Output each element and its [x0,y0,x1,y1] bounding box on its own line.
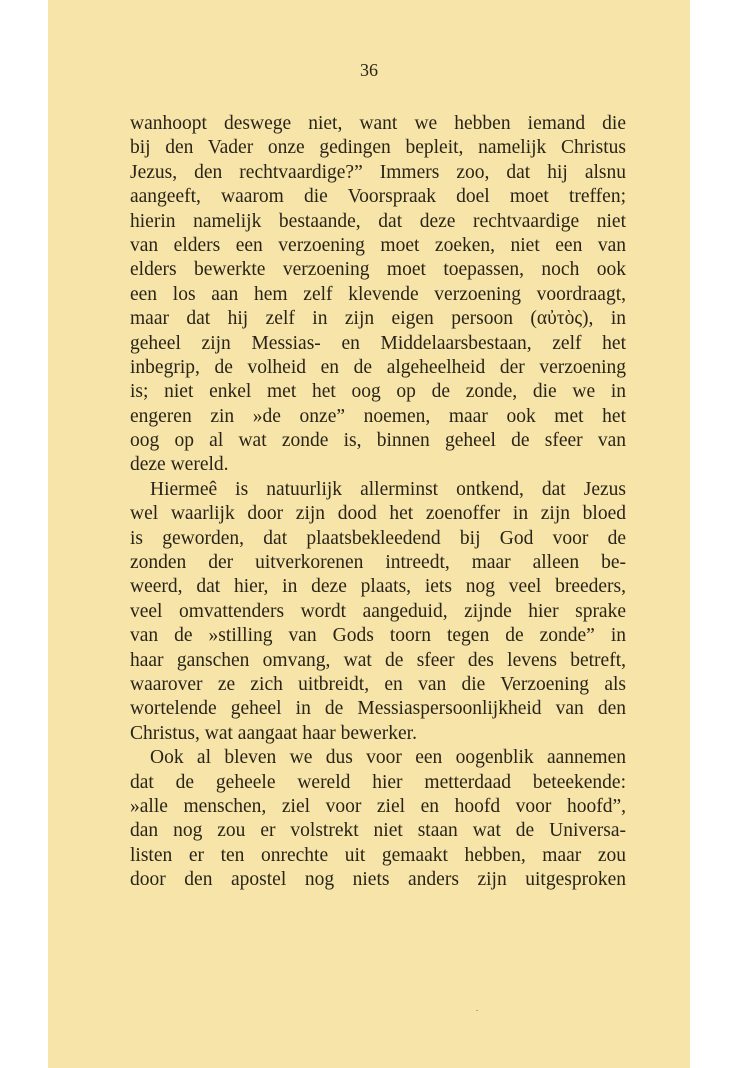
text-line: listen er ten onrechte uit gemaakt hebben, maar zou [130,844,626,866]
text-line: dan nog zou er volstrekt niet staan wat de Universa- [130,820,626,842]
text-line: oog op al wat zonde is, binnen geheel de sfeer van [130,430,626,452]
text-line: bij den Vader onze gedingen bepleit, namelijk Christus [130,137,626,159]
text-line: door den apostel nog niets anders zijn uitgesproken [130,869,626,891]
text-line: Jezus, den rechtvaardige?” Immers zoo, dat hij alsnu [130,161,626,183]
text-line: aangeeft, waarom die Voorspraak doel moet treffen; [130,186,626,208]
text-line: zonden der uitverkorenen intreedt, maar alleen be- [130,552,626,574]
text-line: engeren zin »de onze” noemen, maar ook met het [130,405,626,427]
text-line: waarover ze zich uitbreidt, en van die Verzoening als [130,673,626,695]
text-line: deze wereld. [130,454,229,476]
paper-speck [476,1010,478,1011]
text-line: een los aan hem zelf klevende verzoening voordraagt, [130,283,626,305]
text-line: weerd, dat hier, in deze plaats, iets nog veel breeders, [130,576,626,598]
text-line: inbegrip, de volheid en de algeheelheid der verzoening [130,356,626,378]
text-line: »alle menschen, ziel voor ziel en hoofd voor hoofd”, [130,795,626,817]
text-line: is; niet enkel met het oog op de zonde, die we in [130,381,626,403]
text-line: wanhoopt deswege niet, want we hebben iemand die [130,113,626,134]
text-line: dat de geheele wereld hier metterdaad beteekende: [130,771,626,793]
text-line: Ook al bleven we dus voor een oogenblik aannemen [150,747,626,769]
text-line: van de »stilling van Gods toorn tegen de zonde” in [130,625,626,647]
book-page [48,0,690,1068]
text-line: Christus, wat aangaat haar bewerker. [130,722,417,744]
text-line: wortelende geheel in de Messiaspersoonlijkheid van den [130,698,626,720]
text-line: Hiermeê is natuurlijk allerminst ontkend, dat Jezus [150,478,626,500]
text-line: maar dat hij zelf in zijn eigen persoon (αὐτὸς), in [130,308,626,330]
text-line: veel omvattenders wordt aangeduid, zijnde hier sprake [130,600,626,622]
text-line: is geworden, dat plaatsbekleedend bij God voor de [130,527,626,549]
text-line: haar ganschen omvang, wat de sfeer des levens betreft, [130,649,626,671]
text-line: hierin namelijk bestaande, dat deze rechtvaardige niet [130,210,626,232]
page-number: 36 [360,60,378,80]
text-line: elders bewerkte verzoening moet toepassen, noch ook [130,259,626,281]
text-line: wel waarlijk door zijn dood het zoenoffer in zijn bloed [130,503,626,525]
text-line: geheel zijn Messias- en Middelaarsbestaan, zelf het [130,332,626,354]
body-text [130,112,626,893]
text-line: van elders een verzoening moet zoeken, niet een van [130,234,626,256]
